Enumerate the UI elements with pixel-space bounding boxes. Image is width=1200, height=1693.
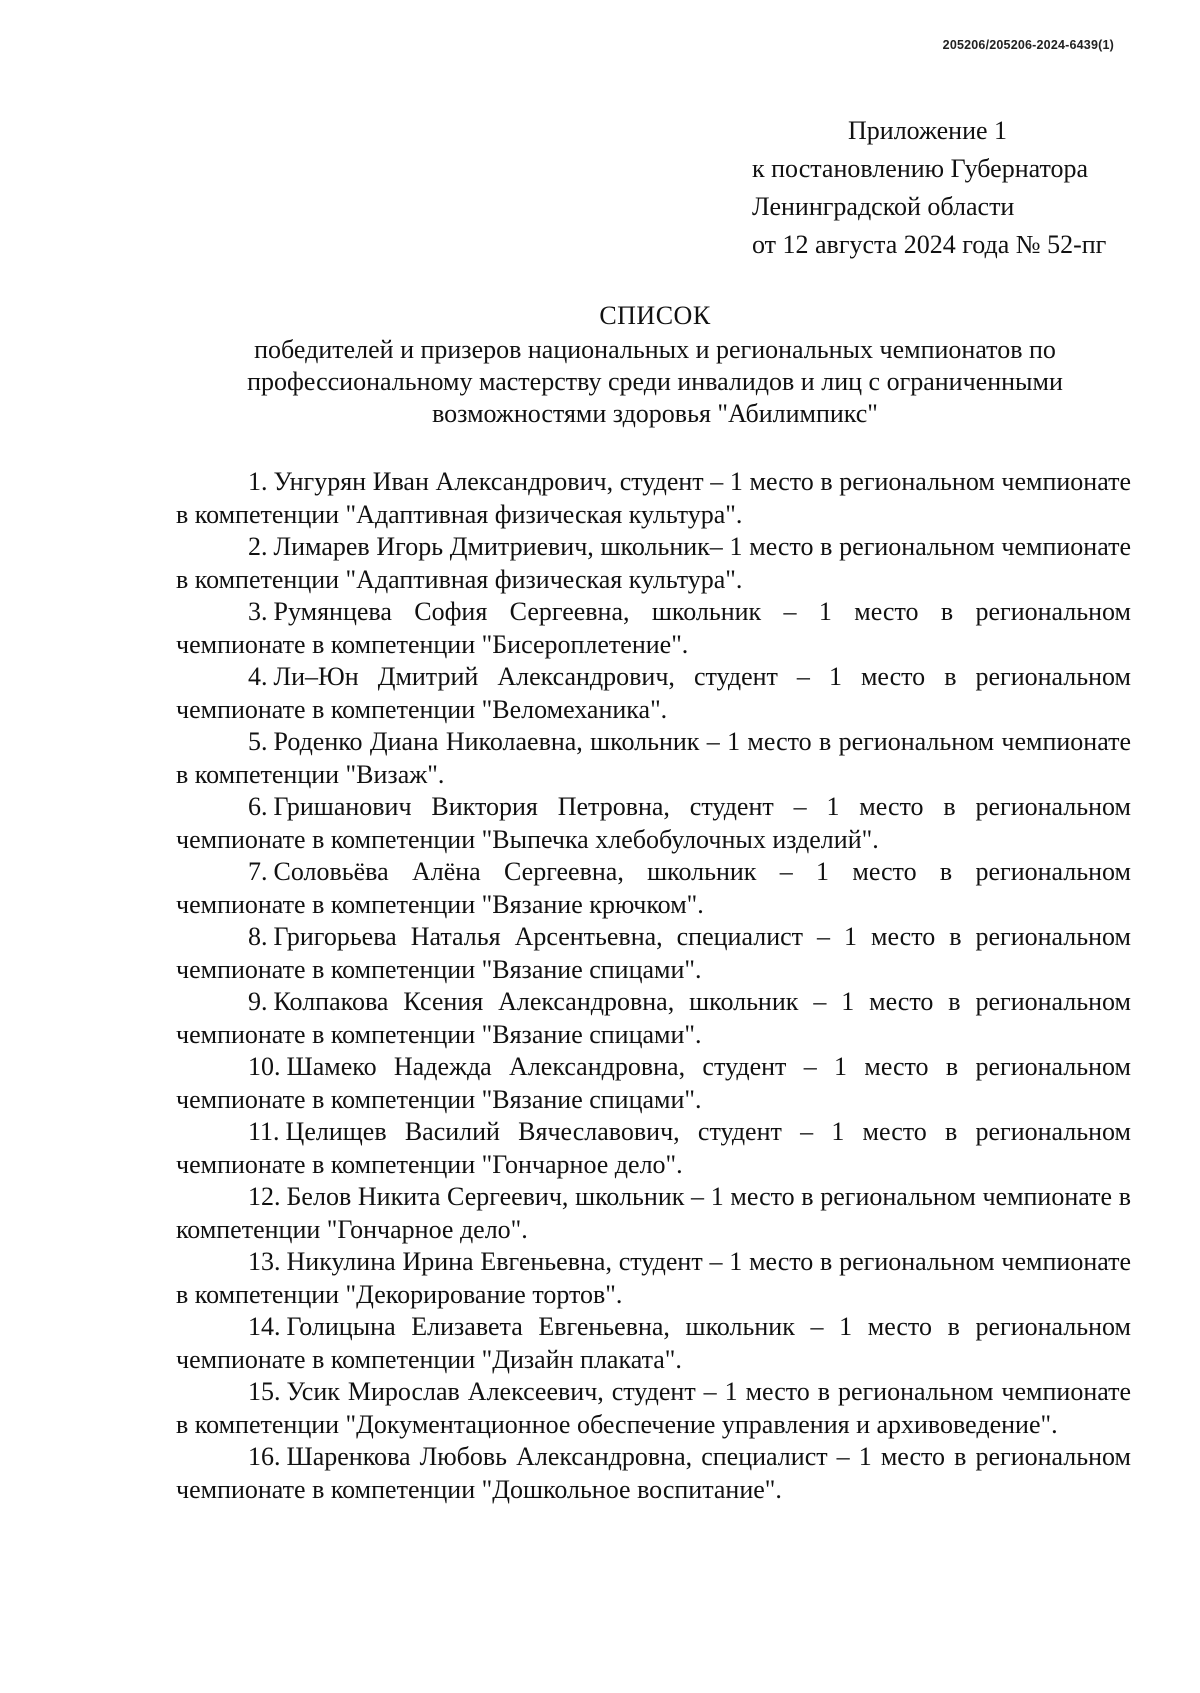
- appendix-block: [752, 112, 1172, 264]
- document-title: СПИСОК: [599, 301, 711, 330]
- list-item-number: 14.: [248, 1312, 281, 1341]
- list-item: [176, 661, 1131, 726]
- list-item-number: 1.: [248, 467, 268, 496]
- appendix-line-1: Приложение 1: [848, 116, 1008, 145]
- list-item-number: 7.: [248, 857, 268, 886]
- list-item-number: 10.: [248, 1052, 281, 1081]
- winners-list: [176, 466, 1131, 1506]
- list-item: [176, 531, 1131, 596]
- list-item: [176, 791, 1131, 856]
- list-item-number: 15.: [248, 1377, 281, 1406]
- list-item-text: Ли–Юн Дмитрий Александрович, студент – 1 место в региональном чемпионате в компетенции "Веломеханика".: [176, 662, 1131, 724]
- list-item-number: 4.: [248, 662, 268, 691]
- document-heading: [175, 300, 1135, 430]
- list-item-number: 6.: [248, 792, 268, 821]
- list-item-text: Румянцева София Сергеевна, школьник – 1 место в региональном чемпионате в компетенции "Бисероплетение".: [176, 597, 1131, 659]
- list-item-text: Лимарев Игорь Дмитриевич, школьник– 1 место в региональном чемпионате в компетенции "Адаптивная физическая культура".: [176, 532, 1131, 594]
- list-item: [176, 1116, 1131, 1181]
- document-id: 205206/205206-2024-6439(1): [942, 38, 1114, 52]
- list-item-text: Целищев Василий Вячеславович, студент – 1 место в региональном чемпионате в компетенции "Гончарное дело".: [176, 1117, 1131, 1179]
- list-item: [176, 856, 1131, 921]
- list-item-text: Голицына Елизавета Евгеньевна, школьник – 1 место в региональном чемпионате в компетенции "Дизайн плаката".: [176, 1312, 1131, 1374]
- list-item-text: Соловьёва Алёна Сергеевна, школьник – 1 место в региональном чемпионате в компетенции "Вязание крючком".: [176, 857, 1131, 919]
- list-item-number: 16.: [248, 1442, 281, 1471]
- document-subtitle: победителей и призеров национальных и региональных чемпионатов по профессиональному мастерству среди инвалидов и лиц с ограниченными возможностями здоровья "Абилимпикс": [247, 335, 1063, 428]
- list-item-text: Шаренкова Любовь Александровна, специалист – 1 место в региональном чемпионате в компетенции "Дошкольное воспитание".: [176, 1442, 1131, 1504]
- list-item-number: 5.: [248, 727, 268, 756]
- appendix-line-4: от 12 августа 2024 года № 52-пг: [752, 230, 1107, 259]
- list-item-text: Григорьева Наталья Арсентьевна, специалист – 1 место в региональном чемпионате в компетенции "Вязание спицами".: [176, 922, 1131, 984]
- list-item-number: 2.: [248, 532, 268, 561]
- list-item: [176, 596, 1131, 661]
- list-item: [176, 466, 1131, 531]
- list-item-text: Гришанович Виктория Петровна, студент – 1 место в региональном чемпионате в компетенции "Выпечка хлебобулочных изделий".: [176, 792, 1131, 854]
- list-item-number: 3.: [248, 597, 268, 626]
- list-item: [176, 1181, 1131, 1246]
- appendix-line-3: Ленинградской области: [752, 192, 1015, 221]
- list-item-text: Унгурян Иван Александрович, студент – 1 место в региональном чемпионате в компетенции "Адаптивная физическая культура".: [176, 467, 1131, 529]
- list-item-text: Усик Мирослав Алексеевич, студент – 1 место в региональном чемпионате в компетенции "Документационное обеспечение управления и архивоведение".: [176, 1377, 1131, 1439]
- list-item: [176, 921, 1131, 986]
- list-item: [176, 1376, 1131, 1441]
- list-item: [176, 1311, 1131, 1376]
- list-item: [176, 726, 1131, 791]
- list-item: [176, 1441, 1131, 1506]
- appendix-line-2: к постановлению Губернатора: [752, 154, 1089, 183]
- list-item-number: 8.: [248, 922, 268, 951]
- list-item-number: 11.: [248, 1117, 280, 1146]
- list-item-text: Роденко Диана Николаевна, школьник – 1 место в региональном чемпионате в компетенции "Визаж".: [176, 727, 1131, 789]
- list-item: [176, 1246, 1131, 1311]
- list-item-number: 13.: [248, 1247, 281, 1276]
- list-item-text: Никулина Ирина Евгеньевна, студент – 1 место в региональном чемпионате в компетенции "Декорирование тортов".: [176, 1247, 1131, 1309]
- list-item: [176, 986, 1131, 1051]
- list-item-text: Шамеко Надежда Александровна, студент – 1 место в региональном чемпионате в компетенции "Вязание спицами".: [176, 1052, 1131, 1114]
- list-item-number: 12.: [248, 1182, 281, 1211]
- list-item-number: 9.: [248, 987, 268, 1016]
- list-item-text: Белов Никита Сергеевич, школьник – 1 место в региональном чемпионате в компетенции "Гончарное дело".: [176, 1182, 1131, 1244]
- list-item: [176, 1051, 1131, 1116]
- list-item-text: Колпакова Ксения Александровна, школьник – 1 место в региональном чемпионате в компетенции "Вязание спицами".: [176, 987, 1131, 1049]
